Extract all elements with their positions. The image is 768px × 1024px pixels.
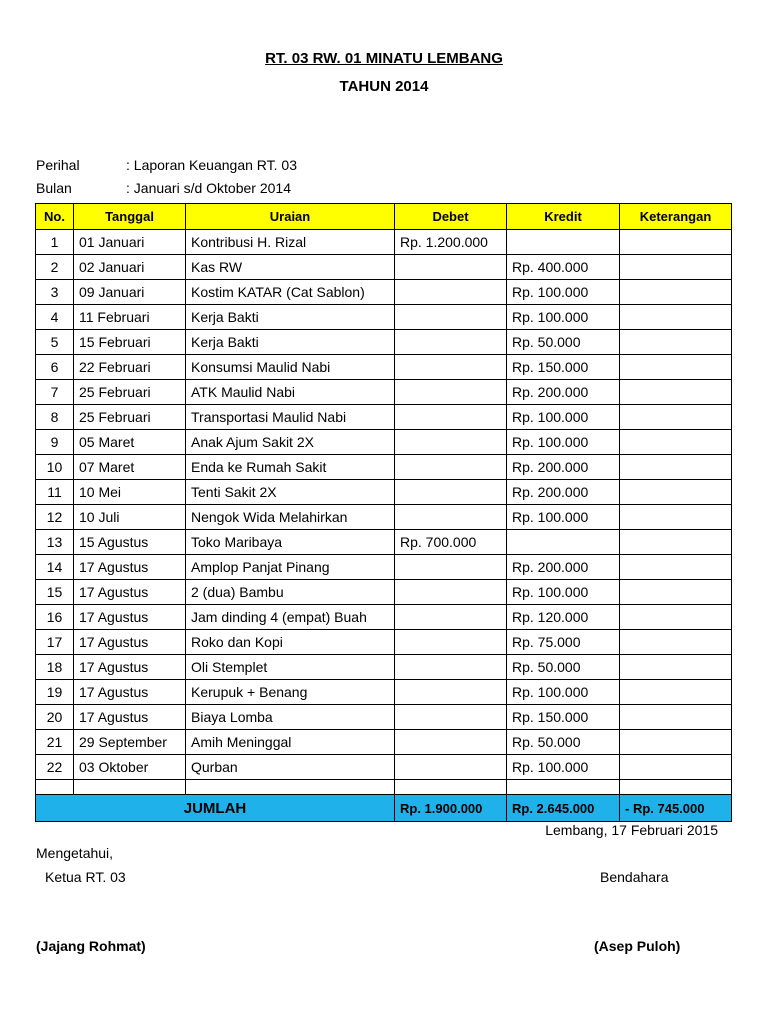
cell-uraian: Toko Maribaya [186,530,395,555]
cell-keterangan [620,305,732,330]
cell-debet: Rp. 700.000 [395,530,507,555]
cell-kredit: Rp. 200.000 [507,480,620,505]
cell-keterangan [620,705,732,730]
cell-debet [395,405,507,430]
table-row [36,630,732,655]
cell-debet [395,480,507,505]
column-header-kredit: Kredit [507,204,620,230]
cell-uraian: Oli Stemplet [186,655,395,680]
cell-no: 8 [36,405,74,430]
cell-uraian: Enda ke Rumah Sakit [186,455,395,480]
cell-tanggal: 09 Januari [74,280,186,305]
cell-keterangan [620,530,732,555]
column-header-keterangan: Keterangan [620,204,732,230]
cell-uraian: Biaya Lomba [186,705,395,730]
total-kredit: Rp. 2.645.000 [507,795,620,822]
column-header-uraian: Uraian [186,204,395,230]
cell-uraian: Kostim KATAR (Cat Sablon) [186,280,395,305]
cell-tanggal: 07 Maret [74,455,186,480]
cell-debet [395,730,507,755]
cell-uraian: Transportasi Maulid Nabi [186,405,395,430]
cell-tanggal: 15 Februari [74,330,186,355]
cell-tanggal: 17 Agustus [74,605,186,630]
cell-kredit: Rp. 100.000 [507,755,620,780]
cell-no: 18 [36,655,74,680]
bulan-row [36,180,291,197]
cell-keterangan [620,580,732,605]
table-row [36,680,732,705]
place-date: Lembang, 17 Februari 2015 [545,822,718,838]
document-title [0,50,768,68]
cell-debet [395,455,507,480]
table-row [36,230,732,255]
cell-uraian: Kas RW [186,255,395,280]
cell-kredit: Rp. 100.000 [507,580,620,605]
cell-no: 5 [36,330,74,355]
cell-keterangan [620,680,732,705]
cell-keterangan [620,755,732,780]
cell-debet [395,630,507,655]
table-row [36,380,732,405]
cell-tanggal: 17 Agustus [74,630,186,655]
cell-no: 20 [36,705,74,730]
table-row [36,405,732,430]
cell-tanggal: 01 Januari [74,230,186,255]
cell-debet [395,380,507,405]
total-debet: Rp. 1.900.000 [395,795,507,822]
cell-kredit: Rp. 400.000 [507,255,620,280]
cell-uraian: Kerja Bakti [186,330,395,355]
perihal-value: : Laporan Keuangan RT. 03 [126,157,297,173]
cell-uraian: ATK Maulid Nabi [186,380,395,405]
cell-tanggal: 10 Juli [74,505,186,530]
cell-kredit: Rp. 50.000 [507,330,620,355]
cell-keterangan [620,330,732,355]
cell-uraian: Kerupuk + Benang [186,680,395,705]
cell-uraian: Konsumsi Maulid Nabi [186,355,395,380]
cell-kredit: Rp. 50.000 [507,730,620,755]
cell-kredit: Rp. 100.000 [507,680,620,705]
cell-no: 11 [36,480,74,505]
cell-debet [395,355,507,380]
cell-uraian: Amih Meninggal [186,730,395,755]
bulan-label: Bulan [36,180,72,196]
cell-tanggal: 03 Oktober [74,755,186,780]
cell-debet [395,430,507,455]
bulan-value: : Januari s/d Oktober 2014 [126,180,291,196]
cell-keterangan [620,355,732,380]
cell-tanggal: 02 Januari [74,255,186,280]
cell-uraian: Anak Ajum Sakit 2X [186,430,395,455]
cell-no: 17 [36,630,74,655]
cell-debet [395,605,507,630]
cell-tanggal: 17 Agustus [74,705,186,730]
table-row [36,555,732,580]
cell-no: 1 [36,230,74,255]
cell-debet [395,705,507,730]
cell-keterangan [620,280,732,305]
cell-keterangan [620,255,732,280]
total-label: JUMLAH [36,795,395,822]
table-row [36,455,732,480]
table-row [36,480,732,505]
cell-no: 15 [36,580,74,605]
cell-kredit: Rp. 100.000 [507,280,620,305]
cell-no: 21 [36,730,74,755]
cell-tanggal: 17 Agustus [74,680,186,705]
cell-no: 6 [36,355,74,380]
table-row [36,505,732,530]
cell-uraian: Nengok Wida Melahirkan [186,505,395,530]
cell-debet [395,280,507,305]
mengetahui-label: Mengetahui, [36,845,114,861]
cell-debet [395,680,507,705]
table-row [36,705,732,730]
cell-kredit: Rp. 75.000 [507,630,620,655]
cell-keterangan [620,505,732,530]
cell-kredit: Rp. 120.000 [507,605,620,630]
bendahara-label: Bendahara [600,869,669,885]
cell-tanggal: 05 Maret [74,430,186,455]
ledger-table [35,203,732,822]
cell-no: 13 [36,530,74,555]
column-header-tanggal: Tanggal [74,204,186,230]
cell-kredit: Rp. 100.000 [507,430,620,455]
ketua-label: Ketua RT. 03 [45,869,126,885]
cell-keterangan [620,605,732,630]
cell-no: 16 [36,605,74,630]
table-header-row [36,204,732,230]
table-row [36,655,732,680]
cell-debet [395,505,507,530]
perihal-label: Perihal [36,157,80,173]
ketua-signature-name: (Jajang Rohmat) [36,938,146,954]
cell-debet [395,305,507,330]
cell-keterangan [620,480,732,505]
cell-kredit: Rp. 100.000 [507,305,620,330]
cell-kredit: Rp. 100.000 [507,405,620,430]
cell-uraian: Kontribusi H. Rizal [186,230,395,255]
table-row [36,255,732,280]
table-row [36,530,732,555]
cell-no: 3 [36,280,74,305]
cell-uraian: Amplop Panjat Pinang [186,555,395,580]
cell-kredit: Rp. 200.000 [507,555,620,580]
cell-keterangan [620,455,732,480]
column-header-debet: Debet [395,204,507,230]
column-header-no: No. [36,204,74,230]
cell-debet: Rp. 1.200.000 [395,230,507,255]
bendahara-signature-name: (Asep Puloh) [594,938,681,954]
cell-tanggal: 22 Februari [74,355,186,380]
spacer-row [36,780,732,795]
total-keterangan: - Rp. 745.000 [620,795,732,822]
cell-keterangan [620,655,732,680]
cell-keterangan [620,405,732,430]
total-row [36,795,732,822]
cell-keterangan [620,730,732,755]
cell-tanggal: 29 September [74,730,186,755]
cell-kredit: Rp. 150.000 [507,355,620,380]
cell-no: 14 [36,555,74,580]
perihal-row [36,157,297,174]
cell-keterangan [620,555,732,580]
cell-debet [395,580,507,605]
table-row [36,280,732,305]
cell-tanggal: 11 Februari [74,305,186,330]
document-title-text: RT. 03 RW. 01 MINATU LEMBANG [265,50,503,67]
cell-uraian: Jam dinding 4 (empat) Buah [186,605,395,630]
cell-tanggal: 25 Februari [74,405,186,430]
cell-debet [395,755,507,780]
cell-tanggal: 17 Agustus [74,580,186,605]
table-row [36,355,732,380]
cell-tanggal: 15 Agustus [74,530,186,555]
cell-uraian: 2 (dua) Bambu [186,580,395,605]
cell-kredit: Rp. 200.000 [507,380,620,405]
cell-tanggal: 17 Agustus [74,555,186,580]
cell-kredit: Rp. 100.000 [507,505,620,530]
cell-no: 4 [36,305,74,330]
ledger-body [36,230,732,780]
cell-uraian: Kerja Bakti [186,305,395,330]
cell-debet [395,655,507,680]
table-row [36,430,732,455]
cell-keterangan [620,430,732,455]
cell-tanggal: 25 Februari [74,380,186,405]
cell-kredit: Rp. 150.000 [507,705,620,730]
cell-keterangan [620,230,732,255]
cell-kredit [507,230,620,255]
cell-no: 22 [36,755,74,780]
table-row [36,730,732,755]
table-row [36,755,732,780]
cell-no: 9 [36,430,74,455]
cell-tanggal: 10 Mei [74,480,186,505]
cell-keterangan [620,630,732,655]
cell-keterangan [620,380,732,405]
cell-no: 10 [36,455,74,480]
cell-kredit: Rp. 50.000 [507,655,620,680]
cell-debet [395,330,507,355]
table-row [36,605,732,630]
cell-uraian: Roko dan Kopi [186,630,395,655]
cell-no: 2 [36,255,74,280]
cell-no: 19 [36,680,74,705]
table-row [36,330,732,355]
table-row [36,580,732,605]
cell-kredit: Rp. 200.000 [507,455,620,480]
cell-uraian: Qurban [186,755,395,780]
cell-uraian: Tenti Sakit 2X [186,480,395,505]
cell-no: 7 [36,380,74,405]
table-row [36,305,732,330]
cell-kredit [507,530,620,555]
cell-tanggal: 17 Agustus [74,655,186,680]
cell-no: 12 [36,505,74,530]
cell-debet [395,555,507,580]
document-year: TAHUN 2014 [339,78,429,95]
cell-debet [395,255,507,280]
